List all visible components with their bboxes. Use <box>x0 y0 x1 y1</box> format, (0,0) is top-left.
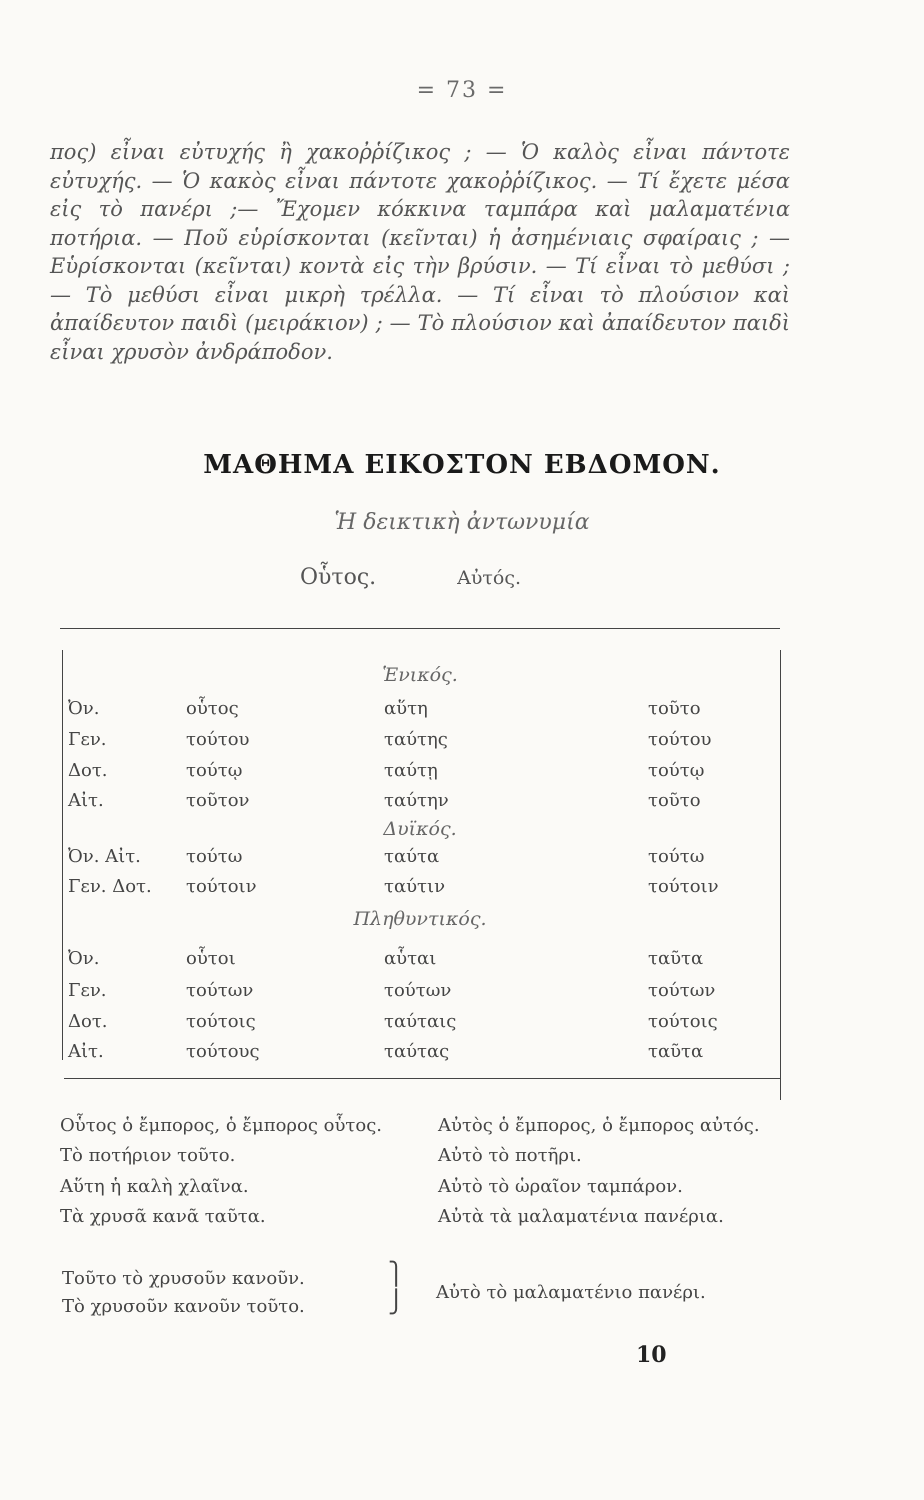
section-label-dual: Δυϊκός. <box>383 818 457 840</box>
signature-mark: 10 <box>636 1342 667 1368</box>
feminine-form: τούτων <box>384 980 452 1001</box>
table-row <box>0 729 924 755</box>
table-row <box>0 1041 924 1067</box>
neuter-form: τοῦτο <box>648 698 701 719</box>
example-final-right: Αὐτὸ τὸ μαλαματένιο πανέρι. <box>436 1282 706 1303</box>
section-label-singular: Ἑνικός. <box>382 664 458 686</box>
neuter-form: τούτου <box>648 729 712 750</box>
example-right: Αὐτὰ τὰ μαλαματένια πανέρια. <box>438 1206 724 1227</box>
neuter-form: τούτοις <box>648 1011 718 1032</box>
case-label: Ὀν. <box>68 698 100 719</box>
example-left: Τὰ χρυσᾶ κανᾶ ταῦτα. <box>60 1206 266 1227</box>
masculine-form: τούτου <box>186 729 250 750</box>
lesson-subtitle: Ἡ δεικτικὴ ἀντωνυμία <box>334 510 590 535</box>
masculine-form: τοῦτον <box>186 790 250 811</box>
example-final-left: Τοῦτο τὸ χρυσοῦν κανοῦν. <box>62 1268 305 1289</box>
feminine-form: αὕτη <box>384 698 428 719</box>
case-label: Αἰτ. <box>68 1041 104 1062</box>
case-label: Γεν. Δοτ. <box>68 876 152 897</box>
neuter-form: τούτῳ <box>648 760 705 781</box>
masculine-form: τούτῳ <box>186 760 243 781</box>
feminine-form: ταύτης <box>384 729 448 750</box>
case-label: Ὀν. <box>68 948 100 969</box>
case-label: Γεν. <box>68 980 107 1001</box>
feminine-form: ταύτῃ <box>384 760 438 781</box>
neuter-form: τούτω <box>648 846 705 867</box>
page-number: = 73 = <box>416 78 508 103</box>
example-left: Τὸ ποτήριον τοῦτο. <box>60 1145 236 1166</box>
neuter-form: ταῦτα <box>648 1041 704 1062</box>
masculine-form: τούτοιν <box>186 876 257 897</box>
masculine-form: τούτων <box>186 980 254 1001</box>
feminine-form: ταύτας <box>384 1041 450 1062</box>
pronoun-houtos: Οὗτος. <box>300 565 377 590</box>
masculine-form: τούτω <box>186 846 243 867</box>
feminine-form: ταύτιν <box>384 876 446 897</box>
brace-bottom: ⎭ <box>388 1290 405 1315</box>
table-row <box>0 846 924 872</box>
table-row <box>0 1011 924 1037</box>
case-label: Αἰτ. <box>68 790 104 811</box>
example-right: Αὐτὸ τὸ ποτῆρι. <box>438 1145 582 1166</box>
neuter-form: τούτων <box>648 980 716 1001</box>
table-row <box>0 948 924 974</box>
example-left: Οὗτος ὁ ἔμπορος, ὁ ἔμπορος οὗτος. <box>60 1115 383 1136</box>
feminine-form: αὗται <box>384 948 437 969</box>
masculine-form: τούτοις <box>186 1011 256 1032</box>
example-final-left: Τὸ χρυσοῦν κανοῦν τοῦτο. <box>62 1296 305 1317</box>
case-label: Δοτ. <box>68 1011 108 1032</box>
neuter-form: τοῦτο <box>648 790 701 811</box>
example-left: Αὕτη ἡ καλὴ χλαῖνα. <box>60 1176 249 1197</box>
table-row <box>0 760 924 786</box>
section-label-plural: Πληθυντικός. <box>353 908 487 930</box>
brace-top: ⎫ <box>388 1262 405 1287</box>
table-bottom-rule <box>64 1078 780 1079</box>
case-label: Γεν. <box>68 729 107 750</box>
feminine-form: ταύταις <box>384 1011 457 1032</box>
table-row <box>0 790 924 816</box>
case-label: Ὀν. Αἰτ. <box>68 846 141 867</box>
example-right: Αὐτὸς ὁ ἔμπορος, ὁ ἔμπορος αὐτός. <box>438 1115 760 1136</box>
feminine-form: ταύτην <box>384 790 449 811</box>
case-label: Δοτ. <box>68 760 108 781</box>
example-right: Αὐτὸ τὸ ὡραῖον ταμπάρον. <box>438 1176 683 1197</box>
neuter-form: ταῦτα <box>648 948 704 969</box>
masculine-form: οὗτος <box>186 698 239 719</box>
table-row <box>0 980 924 1006</box>
neuter-form: τούτοιν <box>648 876 719 897</box>
masculine-form: τούτους <box>186 1041 260 1062</box>
table-row <box>0 698 924 724</box>
table-top-rule <box>60 628 780 629</box>
intro-paragraph: πος) εἶναι εὐτυχής ἢ χακοῤῥίζικος ; — Ὁ καλὸς εἶναι πάντοτε εὐτυχής. — Ὁ κακὸς εἶναι πάντοτε χακοῤῥίζικος. — Τί ἔχετε μέσα εἰς τὸ πανέρι ;— Ἔχομεν κόκκινα ταμπάρα καὶ μαλαματένια ποτήρια. — Ποῦ εὑρίσκονται (κεῖνται) ἡ ἀσημένιαις σφαίραις ; —Εὑρίσκονται (κεῖνται) κοντὰ εἰς τὴν βρύσιν. — Τί εἶναι τὸ μεθύσι ; — Τὸ μεθύσι εἶναι μικρὴ τρέλλα. — Τί εἶναι τὸ πλούσιον καὶ ἀπαίδευτον παιδὶ (μειράκιον) ; — Τὸ πλούσιον καὶ ἀπαίδευτον παιδὶ εἶναι χρυσὸν ἀνδράποδον. <box>50 140 790 364</box>
masculine-form: οὗτοι <box>186 948 236 969</box>
pronoun-names <box>300 565 521 590</box>
feminine-form: ταύτα <box>384 846 440 867</box>
table-row <box>0 876 924 902</box>
pronoun-autos: Αὐτός. <box>457 567 522 589</box>
lesson-heading: ΜΑΘΗΜΑ ΕΙΚΟΣΤΟΝ ΕΒΔΟΜΟΝ. <box>203 450 721 480</box>
